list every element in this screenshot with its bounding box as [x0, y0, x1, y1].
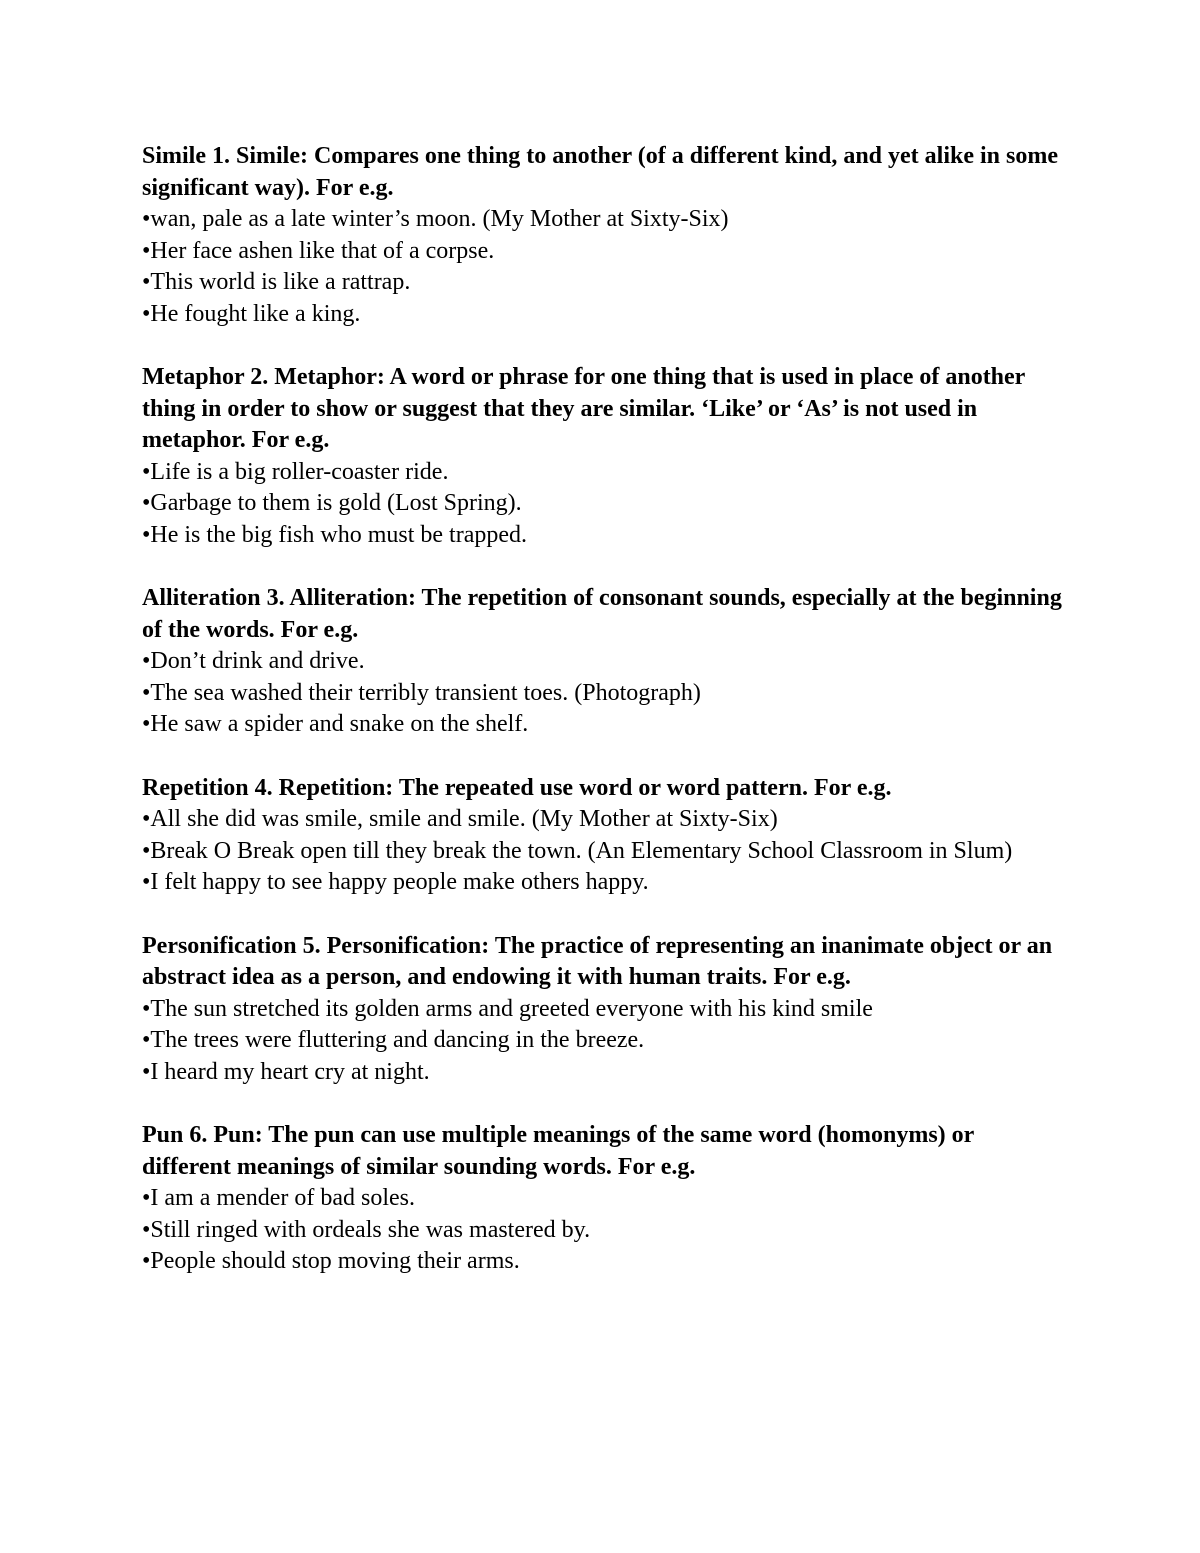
- example-line: •I felt happy to see happy people make others happy.: [142, 869, 649, 895]
- section-heading: Alliteration 3. Alliteration: The repetition of consonant sounds, especially at the beginning of the words. For e.g.: [142, 585, 1062, 643]
- example-line: •wan, pale as a late winter’s moon. (My Mother at Sixty-Six): [142, 206, 729, 232]
- example-line: •The sea washed their terribly transient toes. (Photograph): [142, 679, 701, 706]
- example-line: •I heard my heart cry at night.: [142, 1058, 430, 1085]
- example-line: •Don’t drink and drive.: [142, 648, 365, 674]
- example-line: •The sun stretched its golden arms and greeted everyone with his kind smile: [142, 995, 873, 1022]
- section-pun: [142, 1120, 1067, 1278]
- section-metaphor: [142, 362, 1067, 551]
- example-line: •People should stop moving their arms.: [142, 1248, 520, 1274]
- example-line: •The trees were fluttering and dancing in the breeze.: [142, 1027, 645, 1053]
- section-heading: Pun 6. Pun: The pun can use multiple meanings of the same word (homonyms) or different meanings of similar sounding words. For e.g.: [142, 1122, 974, 1180]
- example-line: •Garbage to them is gold (Lost Spring).: [142, 490, 522, 516]
- section-simile: [142, 141, 1067, 330]
- example-line: •He fought like a king.: [142, 300, 361, 327]
- section-heading: Metaphor 2. Metaphor: A word or phrase for one thing that is used in place of another thing in order to show or suggest that they are similar. ‘Like’ or ‘As’ is not used in metaphor. For e.g.: [142, 364, 1025, 453]
- example-line: •He is the big fish who must be trapped.: [142, 521, 528, 548]
- example-line: •This world is like a rattrap.: [142, 269, 411, 295]
- section-heading: Simile 1. Simile: Compares one thing to another (of a different kind, and yet alike in some significant way). For e.g.: [142, 143, 1059, 201]
- section-personification: [142, 931, 1067, 1089]
- example-line: •I am a mender of bad soles.: [142, 1185, 415, 1211]
- section-heading: Repetition 4. Repetition: The repeated use word or word pattern. For e.g.: [142, 774, 892, 801]
- example-line: •Life is a big roller-coaster ride.: [142, 458, 449, 485]
- example-line: •All she did was smile, smile and smile. (My Mother at Sixty-Six): [142, 806, 778, 832]
- document-page: [142, 141, 1067, 1310]
- example-line: •He saw a spider and snake on the shelf.: [142, 711, 529, 737]
- example-line: •Break O Break open till they break the town. (An Elementary School Classroom in Slum): [142, 837, 1013, 864]
- example-line: •Still ringed with ordeals she was mastered by.: [142, 1216, 591, 1243]
- section-repetition: [142, 773, 1067, 899]
- example-line: •Her face ashen like that of a corpse.: [142, 237, 495, 264]
- section-heading: Personification 5. Personification: The practice of representing an inanimate object or an abstract idea as a person, and endowing it with human traits. For e.g.: [142, 932, 1053, 990]
- section-alliteration: [142, 583, 1067, 741]
